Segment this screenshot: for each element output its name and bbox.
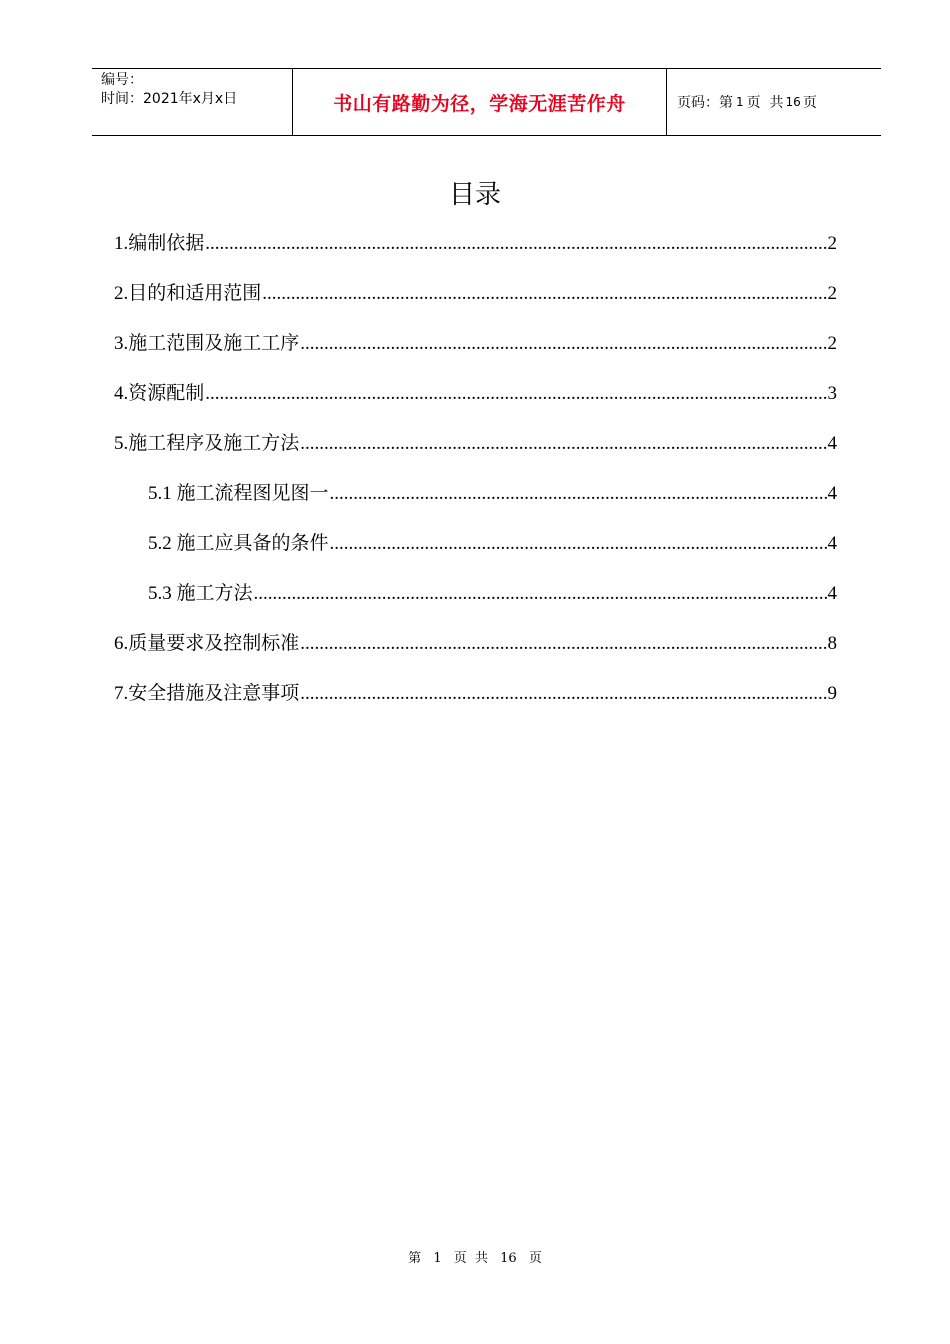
toc-entry-label: 5.2 施工应具备的条件 [148,533,329,554]
toc-leader-dots [300,633,826,655]
header-motto: 书山有路勤为径，学海无涯苦作舟 [333,92,626,115]
footer-total-pages: 16 [500,1251,517,1266]
toc-leader-dots [330,533,827,555]
header-page-info [667,69,881,135]
toc-entry[interactable] [114,278,837,328]
header-motto-cell [293,69,667,135]
toc-entry[interactable] [114,328,837,378]
toc-leader-dots [300,433,826,455]
toc-entry-label: 7.安全措施及注意事项 [114,683,300,704]
toc-entry-label: 3.施工范围及施工工序 [114,333,300,354]
toc-entry-label: 2.目的和适用范围 [114,283,262,304]
header-page-suffix: 页 [802,95,817,111]
toc-entry-page: 2 [827,333,837,354]
header-page-total: 16 [785,95,801,109]
toc-entry-page: 2 [827,233,837,254]
footer-current-page: 1 [433,1251,442,1266]
toc-subentry[interactable] [114,478,837,528]
toc-entry-page: 3 [827,383,837,404]
toc-entry-page: 9 [827,683,837,704]
footer-suffix: 页 [528,1251,542,1266]
toc-subentry[interactable] [114,578,837,628]
header-meta [92,69,293,135]
toc-entry-label: 5.1 施工流程图见图一 [148,483,329,504]
toc-entry-label: 5.3 施工方法 [148,583,253,604]
page-header [92,68,881,136]
toc-leader-dots [300,683,826,705]
toc-entry-page: 2 [827,283,837,304]
toc-leader-dots [205,383,826,405]
toc-entry-label: 4.资源配制 [114,383,205,404]
header-page-prefix: 页码：第 [677,95,733,111]
header-page-current: 1 [736,95,744,109]
toc-entry[interactable] [114,378,837,428]
toc-entry[interactable] [114,428,837,478]
toc-subentry[interactable] [114,528,837,578]
toc-leader-dots [300,333,826,355]
toc-entry-label: 5.施工程序及施工方法 [114,433,300,454]
table-of-contents [114,228,837,728]
toc-entry[interactable] [114,678,837,728]
page-footer [0,1247,950,1266]
toc-leader-dots [205,233,826,255]
footer-middle: 页 共 [453,1251,488,1266]
footer-prefix: 第 [408,1251,422,1266]
header-time-label: 时间：2021年x月x日 [101,91,238,107]
header-page-middle: 页 共 [746,95,784,111]
toc-entry-page: 4 [827,583,837,604]
header-number-label: 编号： [101,72,143,88]
toc-title: 目录 [448,180,501,210]
toc-entry-page: 4 [827,533,837,554]
toc-entry-page: 4 [827,433,837,454]
toc-entry-page: 4 [827,483,837,504]
toc-entry[interactable] [114,228,837,278]
toc-leader-dots [254,583,827,605]
toc-leader-dots [330,483,827,505]
toc-entry[interactable] [114,628,837,678]
toc-entry-page: 8 [827,633,837,654]
toc-entry-label: 6.质量要求及控制标准 [114,633,300,654]
toc-leader-dots [262,283,826,305]
toc-entry-label: 1.编制依据 [114,233,205,254]
